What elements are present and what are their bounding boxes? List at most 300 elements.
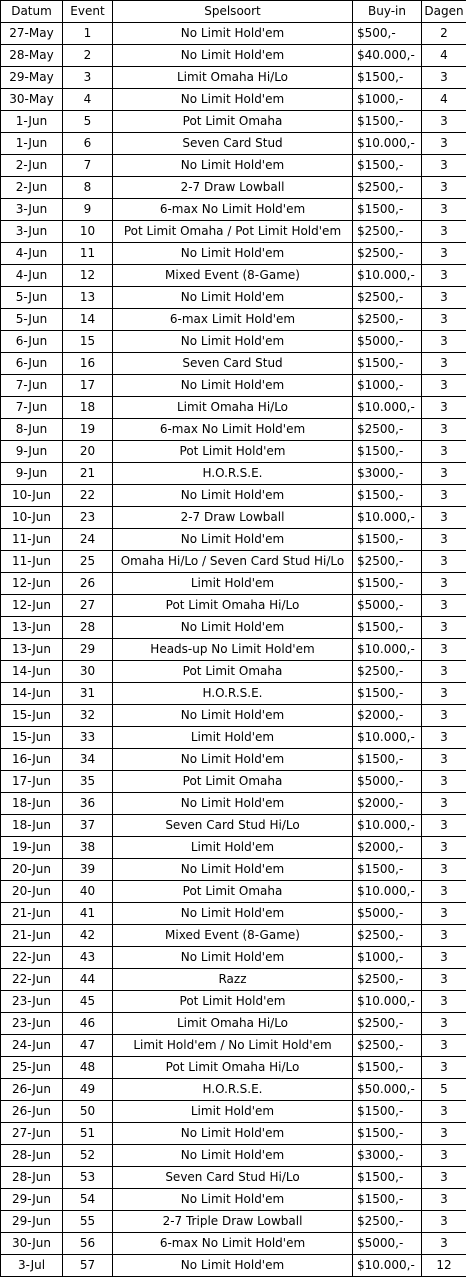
cell-event: 54 [63,1189,113,1211]
cell-dagen: 3 [422,331,466,353]
cell-dagen: 3 [422,177,466,199]
table-row [1,1057,466,1079]
cell-spelsoort: Heads-up No Limit Hold'em [113,639,353,661]
cell-buy-in: $5000,- [353,1233,422,1255]
cell-event: 18 [63,397,113,419]
table-body [1,23,466,1277]
cell-spelsoort: No Limit Hold'em [113,155,353,177]
cell-datum: 5-Jun [1,287,63,309]
cell-datum: 1-Jun [1,111,63,133]
cell-dagen: 3 [422,925,466,947]
cell-buy-in: $10.000,- [353,727,422,749]
table-row [1,881,466,903]
table-row [1,947,466,969]
cell-dagen: 3 [422,859,466,881]
cell-datum: 10-Jun [1,507,63,529]
cell-event: 44 [63,969,113,991]
cell-buy-in: $1500,- [353,617,422,639]
cell-spelsoort: Limit Hold'em [113,837,353,859]
cell-datum: 29-May [1,67,63,89]
cell-spelsoort: 6-max Limit Hold'em [113,309,353,331]
cell-dagen: 3 [422,771,466,793]
cell-datum: 3-Jun [1,199,63,221]
cell-datum: 28-May [1,45,63,67]
cell-dagen: 3 [422,991,466,1013]
cell-buy-in: $10.000,- [353,639,422,661]
cell-spelsoort: No Limit Hold'em [113,45,353,67]
table-row [1,1189,466,1211]
cell-datum: 9-Jun [1,463,63,485]
cell-event: 11 [63,243,113,265]
cell-buy-in: $10.000,- [353,133,422,155]
cell-datum: 11-Jun [1,551,63,573]
cell-spelsoort: 2-7 Draw Lowball [113,177,353,199]
cell-event: 12 [63,265,113,287]
cell-event: 9 [63,199,113,221]
cell-spelsoort: No Limit Hold'em [113,529,353,551]
cell-buy-in: $1500,- [353,1189,422,1211]
cell-dagen: 3 [422,441,466,463]
cell-dagen: 3 [422,397,466,419]
cell-dagen: 3 [422,903,466,925]
cell-buy-in: $1500,- [353,529,422,551]
cell-buy-in: $2500,- [353,1211,422,1233]
cell-buy-in: $40.000,- [353,45,422,67]
cell-dagen: 3 [422,1211,466,1233]
cell-event: 43 [63,947,113,969]
cell-dagen: 3 [422,133,466,155]
cell-spelsoort: Limit Omaha Hi/Lo [113,397,353,419]
cell-datum: 7-Jun [1,375,63,397]
cell-event: 25 [63,551,113,573]
cell-buy-in: $10.000,- [353,507,422,529]
cell-buy-in: $5000,- [353,595,422,617]
table-row [1,639,466,661]
table-row [1,771,466,793]
cell-datum: 2-Jun [1,177,63,199]
cell-event: 22 [63,485,113,507]
cell-buy-in: $2500,- [353,969,422,991]
table-row [1,661,466,683]
cell-spelsoort: No Limit Hold'em [113,1255,353,1277]
cell-datum: 5-Jun [1,309,63,331]
cell-dagen: 3 [422,1123,466,1145]
cell-datum: 14-Jun [1,683,63,705]
cell-dagen: 3 [422,1057,466,1079]
table-row [1,925,466,947]
cell-event: 56 [63,1233,113,1255]
cell-dagen: 3 [422,309,466,331]
table-row [1,1123,466,1145]
cell-datum: 15-Jun [1,705,63,727]
cell-buy-in: $10.000,- [353,815,422,837]
cell-buy-in: $2500,- [353,1013,422,1035]
table-row [1,199,466,221]
cell-datum: 22-Jun [1,947,63,969]
cell-buy-in: $5000,- [353,331,422,353]
table-row [1,309,466,331]
cell-datum: 3-Jul [1,1255,63,1277]
cell-event: 46 [63,1013,113,1035]
cell-spelsoort: No Limit Hold'em [113,1123,353,1145]
cell-spelsoort: No Limit Hold'em [113,287,353,309]
cell-buy-in: $10.000,- [353,881,422,903]
cell-buy-in: $2500,- [353,551,422,573]
cell-dagen: 3 [422,1233,466,1255]
cell-event: 28 [63,617,113,639]
cell-event: 4 [63,89,113,111]
cell-dagen: 3 [422,727,466,749]
table-row [1,133,466,155]
cell-event: 14 [63,309,113,331]
cell-dagen: 3 [422,793,466,815]
cell-event: 55 [63,1211,113,1233]
cell-datum: 18-Jun [1,793,63,815]
cell-dagen: 3 [422,155,466,177]
cell-event: 20 [63,441,113,463]
cell-dagen: 3 [422,705,466,727]
table-row [1,1101,466,1123]
cell-spelsoort: No Limit Hold'em [113,617,353,639]
cell-buy-in: $3000,- [353,463,422,485]
cell-event: 53 [63,1167,113,1189]
cell-event: 19 [63,419,113,441]
table-row [1,529,466,551]
cell-spelsoort: Pot Limit Omaha [113,881,353,903]
cell-datum: 4-Jun [1,265,63,287]
cell-datum: 24-Jun [1,1035,63,1057]
table-row [1,463,466,485]
table-row [1,991,466,1013]
cell-datum: 3-Jun [1,221,63,243]
table-row [1,485,466,507]
cell-spelsoort: Pot Limit Hold'em [113,991,353,1013]
cell-buy-in: $2500,- [353,661,422,683]
cell-event: 39 [63,859,113,881]
table-row [1,815,466,837]
cell-dagen: 3 [422,375,466,397]
cell-dagen: 3 [422,265,466,287]
cell-spelsoort: Limit Omaha Hi/Lo [113,1013,353,1035]
cell-dagen: 3 [422,353,466,375]
cell-event: 2 [63,45,113,67]
cell-dagen: 3 [422,815,466,837]
table-row [1,287,466,309]
cell-event: 7 [63,155,113,177]
cell-event: 15 [63,331,113,353]
cell-dagen: 3 [422,199,466,221]
cell-event: 45 [63,991,113,1013]
cell-event: 52 [63,1145,113,1167]
cell-dagen: 5 [422,1079,466,1101]
cell-datum: 29-Jun [1,1211,63,1233]
cell-buy-in: $1500,- [353,1167,422,1189]
cell-buy-in: $1500,- [353,859,422,881]
cell-dagen: 3 [422,485,466,507]
cell-buy-in: $1500,- [353,353,422,375]
cell-buy-in: $1500,- [353,111,422,133]
header-buy-in: Buy-in [353,1,422,23]
cell-datum: 20-Jun [1,881,63,903]
cell-event: 38 [63,837,113,859]
cell-buy-in: $1500,- [353,67,422,89]
cell-spelsoort: No Limit Hold'em [113,903,353,925]
table-row [1,89,466,111]
cell-spelsoort: Limit Omaha Hi/Lo [113,67,353,89]
cell-buy-in: $1500,- [353,441,422,463]
cell-dagen: 12 [422,1255,466,1277]
cell-datum: 25-Jun [1,1057,63,1079]
cell-dagen: 3 [422,551,466,573]
table-row [1,617,466,639]
cell-spelsoort: Limit Hold'em / No Limit Hold'em [113,1035,353,1057]
cell-buy-in: $2500,- [353,177,422,199]
table-row [1,67,466,89]
cell-spelsoort: No Limit Hold'em [113,89,353,111]
cell-datum: 23-Jun [1,991,63,1013]
cell-dagen: 3 [422,595,466,617]
cell-dagen: 3 [422,881,466,903]
table-row [1,177,466,199]
cell-event: 31 [63,683,113,705]
table-row [1,375,466,397]
cell-event: 41 [63,903,113,925]
cell-dagen: 4 [422,45,466,67]
cell-spelsoort: No Limit Hold'em [113,947,353,969]
cell-dagen: 3 [422,1145,466,1167]
cell-dagen: 3 [422,1013,466,1035]
cell-spelsoort: Seven Card Stud [113,133,353,155]
cell-buy-in: $1000,- [353,89,422,111]
cell-buy-in: $10.000,- [353,265,422,287]
cell-event: 47 [63,1035,113,1057]
cell-buy-in: $2000,- [353,793,422,815]
table-row [1,23,466,45]
table-row [1,441,466,463]
table-row [1,969,466,991]
cell-spelsoort: 6-max No Limit Hold'em [113,419,353,441]
cell-event: 21 [63,463,113,485]
header-datum: Datum [1,1,63,23]
cell-spelsoort: 6-max No Limit Hold'em [113,199,353,221]
cell-spelsoort: Limit Hold'em [113,573,353,595]
cell-datum: 21-Jun [1,925,63,947]
cell-buy-in: $1500,- [353,485,422,507]
cell-spelsoort: Mixed Event (8-Game) [113,265,353,287]
cell-dagen: 3 [422,1189,466,1211]
cell-spelsoort: H.O.R.S.E. [113,463,353,485]
cell-spelsoort: Pot Limit Omaha / Pot Limit Hold'em [113,221,353,243]
table-row [1,1013,466,1035]
cell-datum: 28-Jun [1,1167,63,1189]
cell-datum: 23-Jun [1,1013,63,1035]
cell-buy-in: $50.000,- [353,1079,422,1101]
cell-event: 48 [63,1057,113,1079]
cell-buy-in: $3000,- [353,1145,422,1167]
table-row [1,1167,466,1189]
cell-datum: 4-Jun [1,243,63,265]
cell-dagen: 3 [422,617,466,639]
table-row [1,45,466,67]
cell-buy-in: $2500,- [353,419,422,441]
cell-dagen: 3 [422,969,466,991]
cell-spelsoort: No Limit Hold'em [113,375,353,397]
cell-spelsoort: No Limit Hold'em [113,1189,353,1211]
cell-datum: 19-Jun [1,837,63,859]
cell-event: 23 [63,507,113,529]
cell-spelsoort: Seven Card Stud Hi/Lo [113,1167,353,1189]
cell-buy-in: $2500,- [353,925,422,947]
cell-dagen: 4 [422,89,466,111]
cell-spelsoort: No Limit Hold'em [113,23,353,45]
cell-datum: 11-Jun [1,529,63,551]
cell-spelsoort: No Limit Hold'em [113,793,353,815]
cell-buy-in: $1500,- [353,573,422,595]
cell-event: 16 [63,353,113,375]
cell-spelsoort: No Limit Hold'em [113,859,353,881]
cell-dagen: 2 [422,23,466,45]
cell-spelsoort: No Limit Hold'em [113,749,353,771]
cell-event: 36 [63,793,113,815]
table-row [1,353,466,375]
table-row [1,1035,466,1057]
cell-spelsoort: No Limit Hold'em [113,331,353,353]
cell-buy-in: $10.000,- [353,991,422,1013]
cell-event: 8 [63,177,113,199]
header-row [1,1,466,23]
cell-datum: 26-Jun [1,1079,63,1101]
table-row [1,1233,466,1255]
cell-event: 6 [63,133,113,155]
cell-buy-in: $2500,- [353,243,422,265]
header-event: Event [63,1,113,23]
cell-buy-in: $2000,- [353,705,422,727]
cell-datum: 27-Jun [1,1123,63,1145]
table-row [1,837,466,859]
cell-event: 50 [63,1101,113,1123]
header-dagen: Dagen [422,1,466,23]
cell-event: 34 [63,749,113,771]
cell-datum: 22-Jun [1,969,63,991]
cell-spelsoort: Omaha Hi/Lo / Seven Card Stud Hi/Lo [113,551,353,573]
cell-event: 13 [63,287,113,309]
cell-buy-in: $2500,- [353,287,422,309]
cell-buy-in: $1500,- [353,683,422,705]
cell-dagen: 3 [422,683,466,705]
cell-buy-in: $2500,- [353,221,422,243]
table-row [1,1211,466,1233]
cell-event: 26 [63,573,113,595]
cell-spelsoort: Pot Limit Omaha [113,771,353,793]
table-row [1,595,466,617]
table-row [1,243,466,265]
header-spelsoort: Spelsoort [113,1,353,23]
cell-buy-in: $1500,- [353,1123,422,1145]
table-row [1,419,466,441]
cell-dagen: 3 [422,111,466,133]
cell-dagen: 3 [422,639,466,661]
cell-event: 37 [63,815,113,837]
cell-datum: 2-Jun [1,155,63,177]
cell-spelsoort: Seven Card Stud [113,353,353,375]
cell-spelsoort: Pot Limit Omaha [113,661,353,683]
cell-buy-in: $10.000,- [353,1255,422,1277]
cell-spelsoort: 2-7 Triple Draw Lowball [113,1211,353,1233]
cell-event: 33 [63,727,113,749]
cell-dagen: 3 [422,573,466,595]
cell-spelsoort: Mixed Event (8-Game) [113,925,353,947]
table-row [1,683,466,705]
cell-dagen: 3 [422,1035,466,1057]
cell-dagen: 3 [422,463,466,485]
cell-spelsoort: 6-max No Limit Hold'em [113,1233,353,1255]
table-row [1,573,466,595]
cell-buy-in: $1500,- [353,155,422,177]
cell-datum: 26-Jun [1,1101,63,1123]
cell-dagen: 3 [422,221,466,243]
cell-event: 42 [63,925,113,947]
cell-datum: 13-Jun [1,617,63,639]
cell-dagen: 3 [422,837,466,859]
table-row [1,1255,466,1277]
cell-event: 32 [63,705,113,727]
cell-datum: 6-Jun [1,331,63,353]
cell-dagen: 3 [422,529,466,551]
cell-spelsoort: Limit Hold'em [113,727,353,749]
cell-event: 24 [63,529,113,551]
table-row [1,1079,466,1101]
cell-datum: 15-Jun [1,727,63,749]
cell-buy-in: $1000,- [353,947,422,969]
cell-spelsoort: Pot Limit Omaha [113,111,353,133]
cell-buy-in: $1500,- [353,199,422,221]
cell-spelsoort: No Limit Hold'em [113,705,353,727]
cell-dagen: 3 [422,67,466,89]
cell-spelsoort: H.O.R.S.E. [113,1079,353,1101]
table-row [1,331,466,353]
cell-datum: 9-Jun [1,441,63,463]
table-row [1,749,466,771]
cell-event: 30 [63,661,113,683]
cell-datum: 12-Jun [1,573,63,595]
table-row [1,551,466,573]
cell-buy-in: $5000,- [353,771,422,793]
cell-spelsoort: No Limit Hold'em [113,243,353,265]
cell-dagen: 3 [422,749,466,771]
cell-datum: 12-Jun [1,595,63,617]
cell-dagen: 3 [422,419,466,441]
table-row [1,221,466,243]
cell-spelsoort: Pot Limit Omaha Hi/Lo [113,595,353,617]
table-row [1,155,466,177]
cell-spelsoort: Limit Hold'em [113,1101,353,1123]
cell-datum: 30-May [1,89,63,111]
cell-event: 5 [63,111,113,133]
cell-event: 29 [63,639,113,661]
cell-dagen: 3 [422,661,466,683]
cell-datum: 28-Jun [1,1145,63,1167]
cell-datum: 30-Jun [1,1233,63,1255]
table-row [1,265,466,287]
cell-buy-in: $1500,- [353,749,422,771]
cell-dagen: 3 [422,507,466,529]
cell-dagen: 3 [422,243,466,265]
table-row [1,793,466,815]
cell-event: 10 [63,221,113,243]
cell-event: 3 [63,67,113,89]
cell-spelsoort: 2-7 Draw Lowball [113,507,353,529]
cell-datum: 29-Jun [1,1189,63,1211]
